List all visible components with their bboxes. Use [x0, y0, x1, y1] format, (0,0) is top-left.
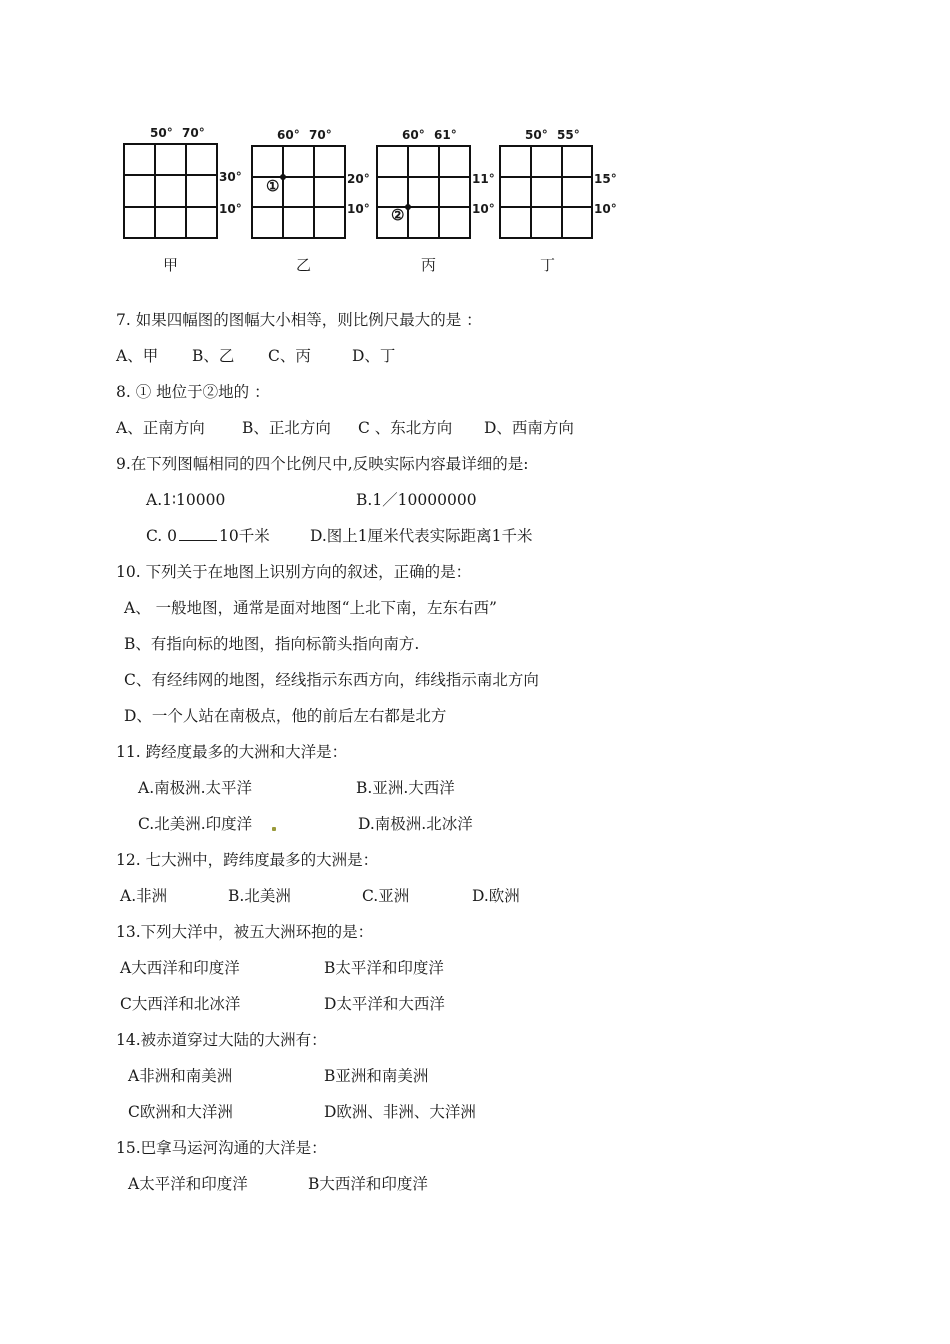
grid-side-label: 10°	[594, 202, 617, 216]
grid-side-label: 10°	[472, 202, 495, 216]
grid-top-label: 50°	[150, 126, 173, 140]
option-a: A.非洲	[120, 887, 168, 905]
grid-caption: 丙	[421, 256, 437, 274]
question-9-stem: 9.在下列图幅相同的四个比例尺中,反映实际内容最详细的是:	[116, 455, 529, 473]
option-a: A、甲	[116, 347, 159, 365]
grid-top-label: 60°	[277, 128, 300, 142]
grid-top-label: 60°	[402, 128, 425, 142]
grid-top-label: 55°	[557, 128, 580, 142]
question-12-stem: 12. 七大洲中，跨纬度最多的大洲是：	[116, 851, 379, 869]
option-d: D、丁	[352, 347, 396, 365]
option-b: B大西洋和印度洋	[308, 1175, 428, 1193]
question-10-stem: 10. 下列关于在地图上识别方向的叙述，正确的是：	[116, 563, 472, 581]
question-13-stem: 13.下列大洋中，被五大洲环抱的是：	[116, 923, 374, 941]
option-a: A非洲和南美洲	[128, 1067, 233, 1085]
option-c-start: C. 0	[146, 527, 178, 545]
location-marker-1: ①	[266, 177, 280, 195]
question-10-option-d: D、一个人站在南极点，他的前后左右都是北方	[124, 707, 447, 725]
location-marker-2: ②	[391, 206, 405, 224]
grid-top-label: 61°	[434, 128, 457, 142]
question-14-stem: 14.被赤道穿过大陆的大洲有：	[116, 1031, 327, 1049]
option-c: C.亚洲	[362, 887, 410, 905]
grid-figures	[0, 0, 950, 290]
option-c: C欧洲和大洋洲	[128, 1103, 233, 1121]
stray-dot	[272, 827, 276, 831]
grid-top-label: 50°	[525, 128, 548, 142]
option-b: B亚洲和南美洲	[324, 1067, 429, 1085]
option-d: D、西南方向	[484, 419, 574, 437]
scale-bar-line	[179, 526, 217, 541]
grid-caption: 乙	[296, 256, 312, 274]
option-c: C大西洋和北冰洋	[120, 995, 241, 1013]
option-d: D太平洋和大西洋	[324, 995, 445, 1013]
option-a: A.南极洲.太平洋	[138, 779, 253, 797]
option-b: B、乙	[192, 347, 235, 365]
question-10-option-c: C、有经纬网的地图，经线指示东西方向，纬线指示南北方向	[124, 671, 539, 689]
grid-caption: 丁	[540, 256, 556, 274]
grid-side-label: 11°	[472, 172, 495, 186]
question-10-option-a: A、 一般地图，通常是面对地图“上北下南，左东右西”	[124, 599, 497, 617]
option-c	[146, 526, 270, 546]
option-b: B.1／10000000	[356, 491, 477, 509]
option-c: C.北美洲.印度洋	[138, 815, 253, 833]
option-b: B.亚洲.大西洋	[356, 779, 455, 797]
grid-side-label: 20°	[347, 172, 370, 186]
grid-top-label: 70°	[309, 128, 332, 142]
question-15-stem: 15.巴拿马运河沟通的大洋是：	[116, 1139, 327, 1157]
grid-lines	[0, 0, 950, 290]
option-d: D.南极洲.北冰洋	[358, 815, 473, 833]
grid-caption: 甲	[163, 256, 179, 274]
option-c-end: 10千米	[219, 527, 270, 545]
option-a: A太平洋和印度洋	[128, 1175, 248, 1193]
option-a: A、正南方向	[116, 419, 205, 437]
grid-side-label: 10°	[347, 202, 370, 216]
question-10-option-b: B、有指向标的地图，指向标箭头指向南方.	[124, 635, 420, 653]
option-b: B、正北方向	[242, 419, 331, 437]
option-b: B太平洋和印度洋	[324, 959, 444, 977]
question-8-stem: 8. ① 地位于②地的 ：	[116, 383, 270, 401]
option-d: D.图上1厘米代表实际距离1千米	[310, 527, 533, 545]
option-d: D欧洲、非洲、大洋洲	[324, 1103, 476, 1121]
grid-side-label: 10°	[219, 202, 242, 216]
grid-side-label: 30°	[219, 170, 242, 184]
grid-top-label: 70°	[182, 126, 205, 140]
option-c: C 、东北方向	[358, 419, 453, 437]
question-7-stem: 7. 如果四幅图的图幅大小相等，则比例尺最大的是 ：	[116, 311, 482, 329]
option-c: C、丙	[268, 347, 311, 365]
option-a: A.1∶10000	[146, 491, 226, 509]
option-a: A大西洋和印度洋	[120, 959, 240, 977]
option-b: B.北美洲	[228, 887, 291, 905]
option-d: D.欧洲	[472, 887, 520, 905]
grid-side-label: 15°	[594, 172, 617, 186]
question-11-stem: 11. 跨经度最多的大洲和大洋是：	[116, 743, 348, 761]
